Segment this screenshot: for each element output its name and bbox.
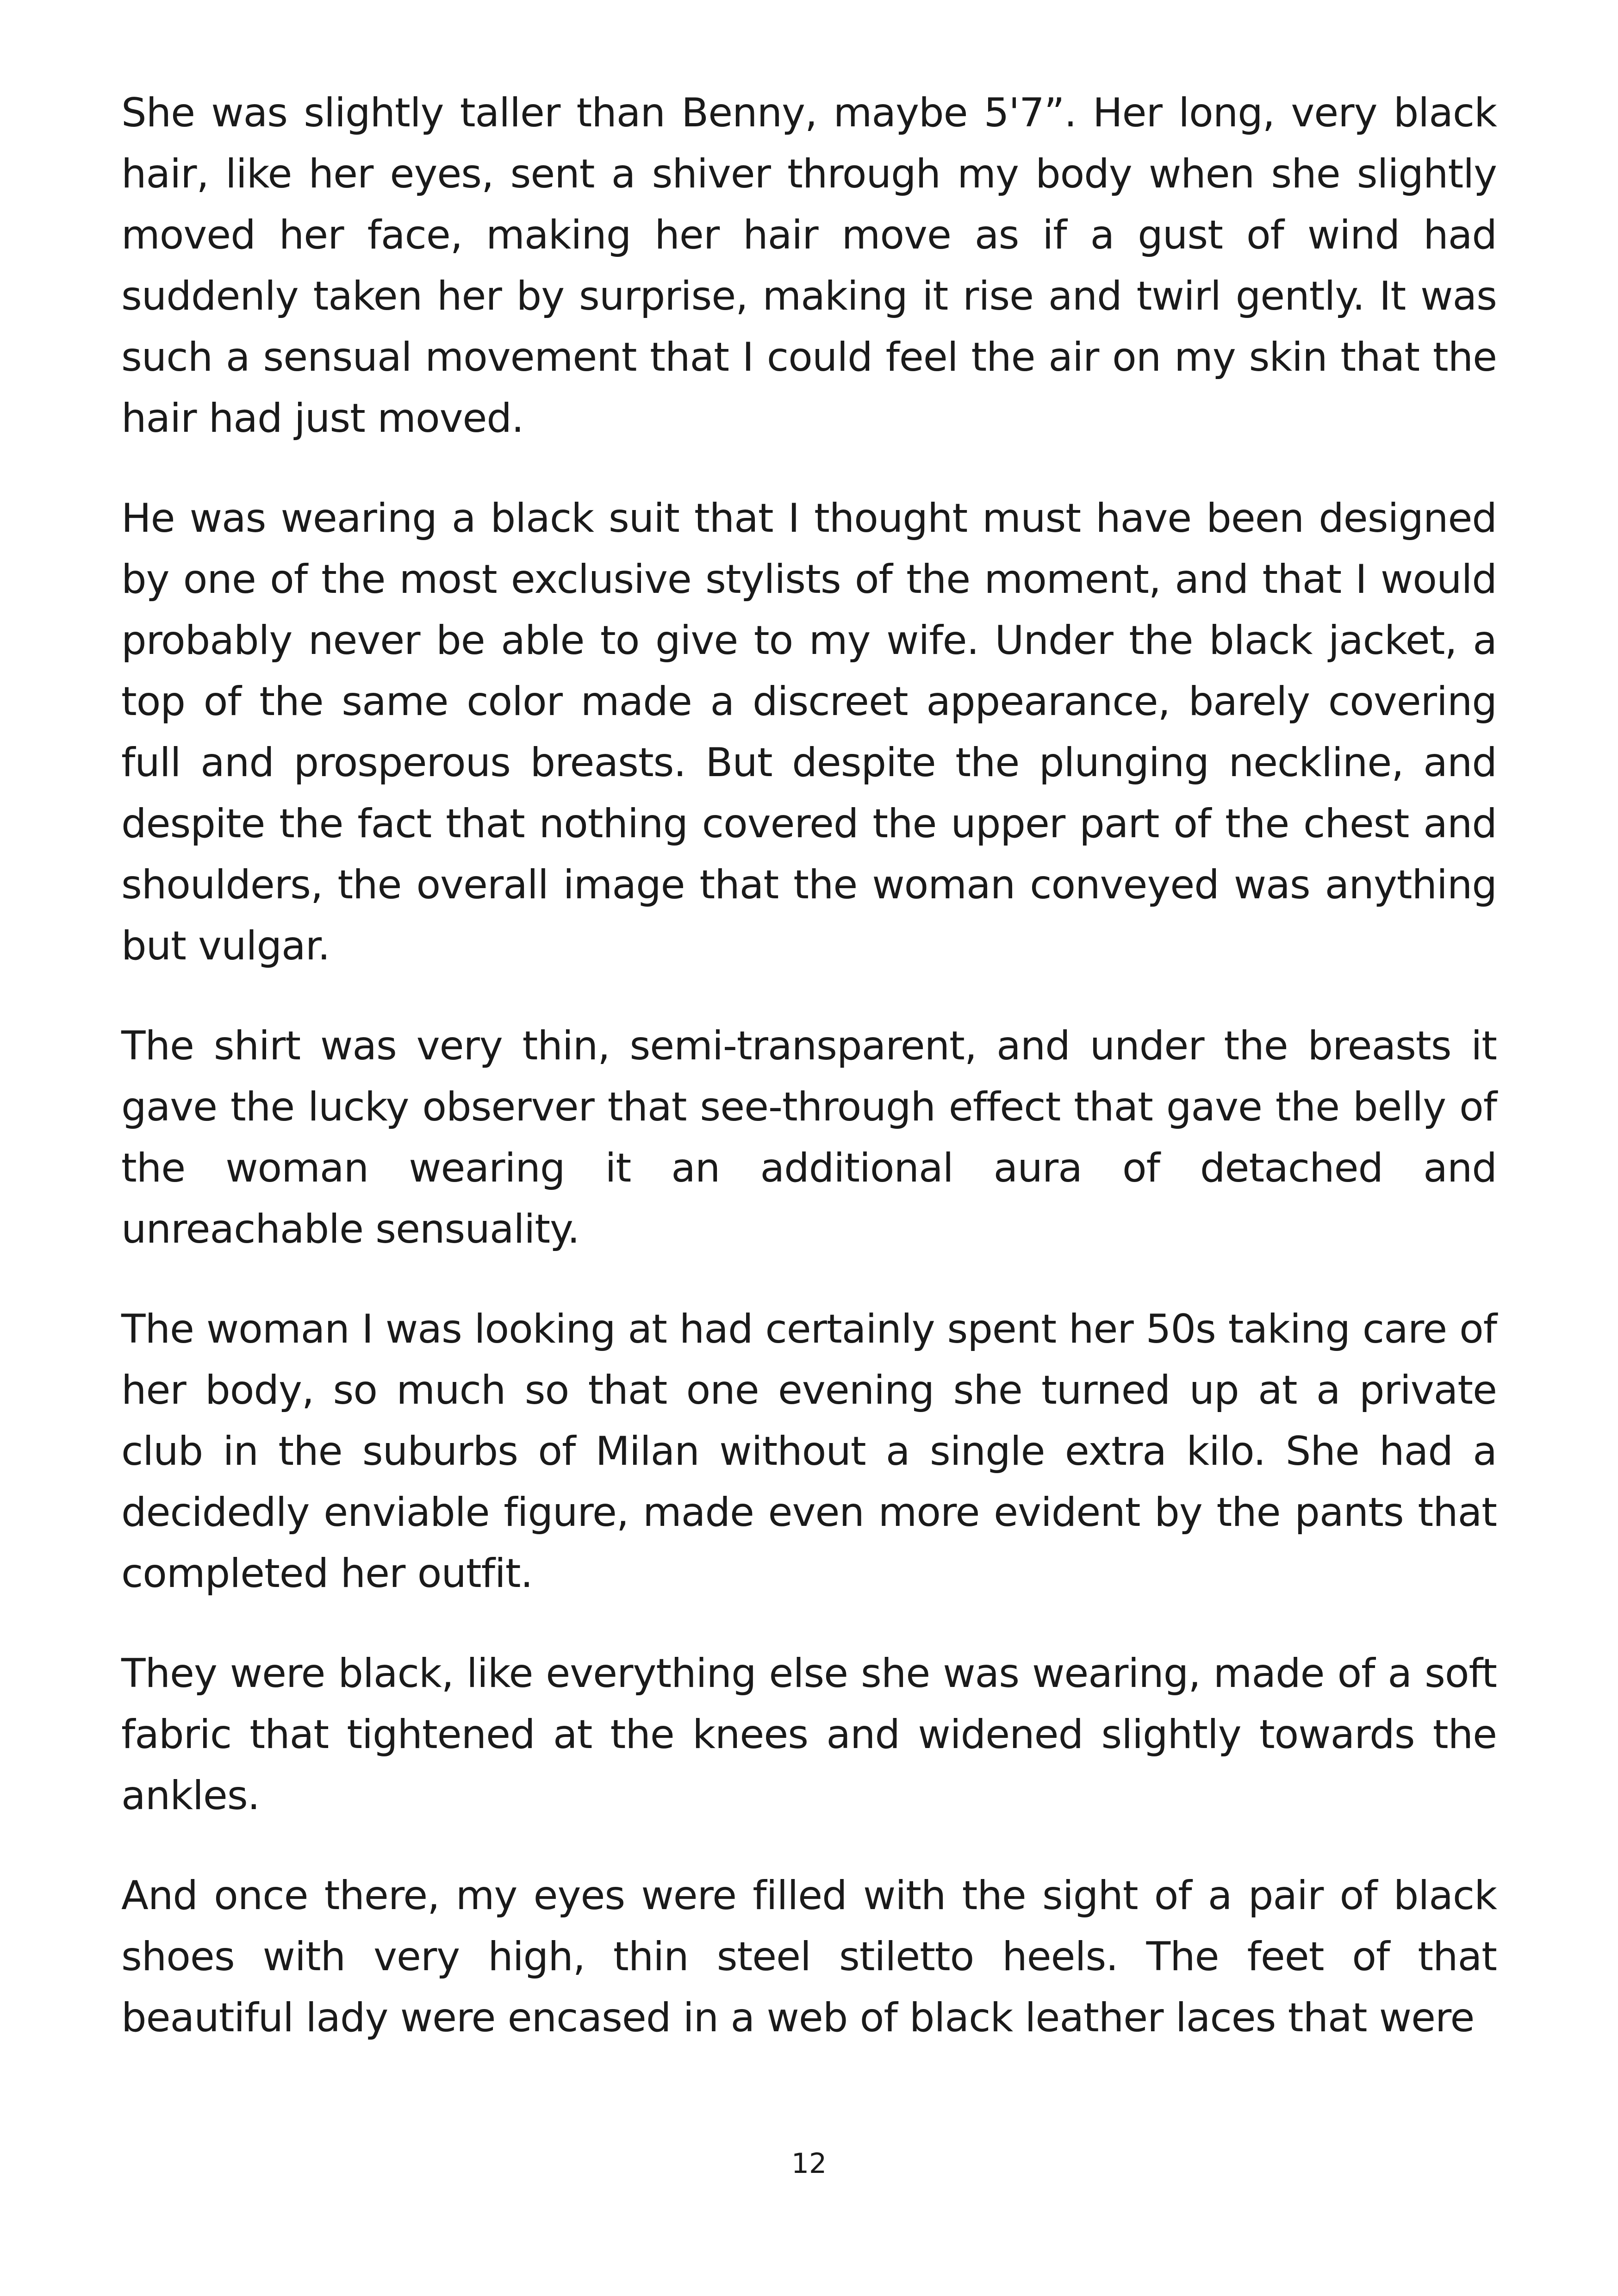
paragraph-4: The woman I was looking at had certainly spent her 50s taking care of her body, so much so that one evening she turned up at a private club in the suburbs of Milan without a single extra kilo. She had a decidedly enviable figure, made even more evident by the pants that completed her outfit. xyxy=(121,1306,1497,1597)
paragraph-1: She was slightly taller than Benny, maybe 5'7”. Her long, very black hair, like her eyes, sent a shiver through my body when she slightly moved her face, making her hair move as if a gust of wind had suddenly taken her by surprise, making it rise and twirl gently. It was such a sensual movement that I could feel the air on my skin that the hair had just moved. xyxy=(121,90,1497,442)
page-number: 12 xyxy=(791,2147,827,2180)
paragraph-5: They were black, like everything else she was wearing, made of a soft fabric that tightened at the knees and widened slightly towards the ankles. xyxy=(121,1650,1497,1819)
body-text xyxy=(121,82,1497,2048)
paragraph-3: The shirt was very thin, semi-transparent, and under the breasts it gave the lucky observer that see-through effect that gave the belly of the woman wearing it an additional aura of detached and unreachable sensuality. xyxy=(121,1023,1497,1252)
paragraph-6: And once there, my eyes were filled with the sight of a pair of black shoes with very high, thin steel stiletto heels. The feet of that beautiful lady were encased in a web of black leather laces that were xyxy=(121,1873,1497,2041)
paragraph-2: He was wearing a black suit that I thought must have been designed by one of the most exclusive stylists of the moment, and that I would probably never be able to give to my wife. Under the black jacket, a top of the same color made a discreet appearance, barely covering full and prosperous breasts. But despite the plunging neckline, and despite the fact that nothing covered the upper part of the chest and shoulders, the overall image that the woman conveyed was anything but vulgar. xyxy=(121,495,1497,969)
